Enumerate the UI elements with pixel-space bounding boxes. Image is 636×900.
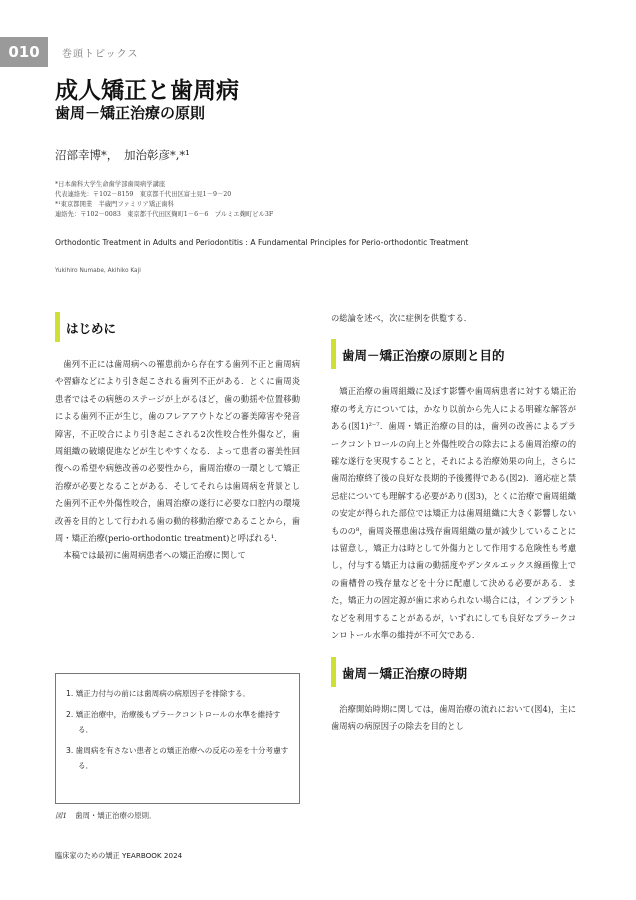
figure1-label: 図1 [55, 811, 68, 820]
affiliation-line: *日本歯科大学生命歯学部歯周病学講座 [55, 181, 166, 188]
section-heading-principles [331, 339, 576, 369]
affiliation-line: 連絡先：〒102－0083 東京都千代田区麹町1－6－6 プルミエ麹町ビル3F [55, 211, 274, 218]
section-heading-timing [331, 657, 576, 687]
affiliations [55, 180, 273, 220]
body-paragraph: 治療開始時期に関しては，歯周治療の流れにおいて(図4)，主に歯周病の病原因子の除去を目的とし [331, 703, 576, 731]
heading-text: 歯周－矯正治療の時期 [342, 665, 468, 681]
heading-accent-bar [55, 312, 60, 342]
article-subtitle: 歯周－矯正治療の原則 [55, 104, 206, 122]
heading-text: はじめに [66, 321, 117, 336]
heading-accent-bar [331, 339, 336, 369]
figure1-item: 1. 矯正力付与の前には歯周病の病原因子を排除する． [66, 689, 251, 698]
article-title: 成人矯正と歯周病 [55, 78, 239, 104]
figure1-caption [55, 810, 156, 821]
heading-accent-bar [331, 657, 336, 687]
figure1-box [55, 673, 300, 804]
affiliation-line: 代表連絡先：〒102－8159 東京都千代田区富士見1－9－20 [55, 191, 232, 198]
body-paragraph: 矯正治療の歯周組織に及ぼす影響や歯周病患者に対する矯正治療の考え方については，かなり以前から先人による明確な解答がある(図1)²⁻⁷．歯周・矯正治療の目的は，歯列の改善によるプラークコントロールの向上と外傷性咬合の除去による歯周治療の的確な遂行を実現することと，それによる治療効果の向上，さらに歯周治療終了後の良好な長期的予後獲得である(図2)．適応症と禁忌症についても理解する必要があり(図3)，とくに治療で歯周組織の安定が得られた部位では矯正力は歯周組織に大きく影響しないものの⁸，歯周炎罹患歯は残存歯周組織の量が減少していることには留意し，矯正力は時として外傷力として作用する危険性も考慮し，付与する矯正力は歯の動揺度やデンタルエックス線画像上での歯槽骨の残存量などを十分に配慮して決める必要がある．また，矯正力の固定源が歯に求められない場合には，インプラントなどを利用することがあるが，いずれにしても良好なプラークコンロトール水準の維持が不可欠である． [331, 386, 576, 641]
figure1-item: 3. 歯周病を有さない患者との矯正治療への反応の差を十分考慮する． [66, 746, 289, 770]
article-authors: 沼部幸博*， 加治彰彦*,*¹ [55, 148, 190, 162]
body-paragraph: 本稿では最初に歯周病患者への矯正治療に関して [63, 550, 246, 561]
body-paragraph: 歯列不正には歯周病への罹患前から存在する歯列不正と歯周病や習癖などにより引き起こされる歯列不正がある．とくに歯周炎患者ではその病態のステージが上がるほど，歯の動揺や位置移動による歯列不正が生じ，歯のフレアアウトなどの審美障害や発音障害，不正咬合により引き起こされる2次性咬合性外傷など，歯周組織の破壊促進などが生じやすくなる．よって患者の審美性回復への希望や病態改善の必要性から，歯周治療の一環として矯正治療が必要となることがある．そしてそれらは歯周病を背景とした歯列不正や外傷性咬合，歯周治療の遂行に必要な口腔内の環境改善を目的として行われる歯の動的移動治療であることから，歯周・矯正治療(perio-orthodontic treatment)と呼ばれる¹． [55, 359, 300, 544]
body-paragraph: の総論を述べ，次に症例を供覧する． [331, 313, 473, 323]
english-title: Orthodontic Treatment in Adults and Periodontitis : A Fundamental Principles for Perio-orthodontic Treatment [55, 238, 469, 247]
figure1-caption-text: 歯周・矯正治療の原則． [75, 811, 157, 820]
heading-text: 歯周－矯正治療の原則と目的 [342, 348, 505, 364]
right-column [331, 310, 576, 735]
page-number: 010 [0, 37, 48, 67]
english-authors: Yukihiro Numabe, Akihiko Kaji [55, 268, 141, 274]
left-column [55, 312, 300, 565]
section-heading-intro [55, 312, 300, 342]
section-topic: 巻頭トピックス [62, 49, 139, 60]
page-footer: 臨床家のための矯正 YEARBOOK 2024 [55, 851, 183, 860]
figure1-item: 2. 矯正治療中，治療後もプラークコントロールの水準を維持する． [66, 710, 281, 734]
affiliation-line: *¹東京都開業 半蔵門ファミリア矯正歯科 [55, 201, 174, 208]
